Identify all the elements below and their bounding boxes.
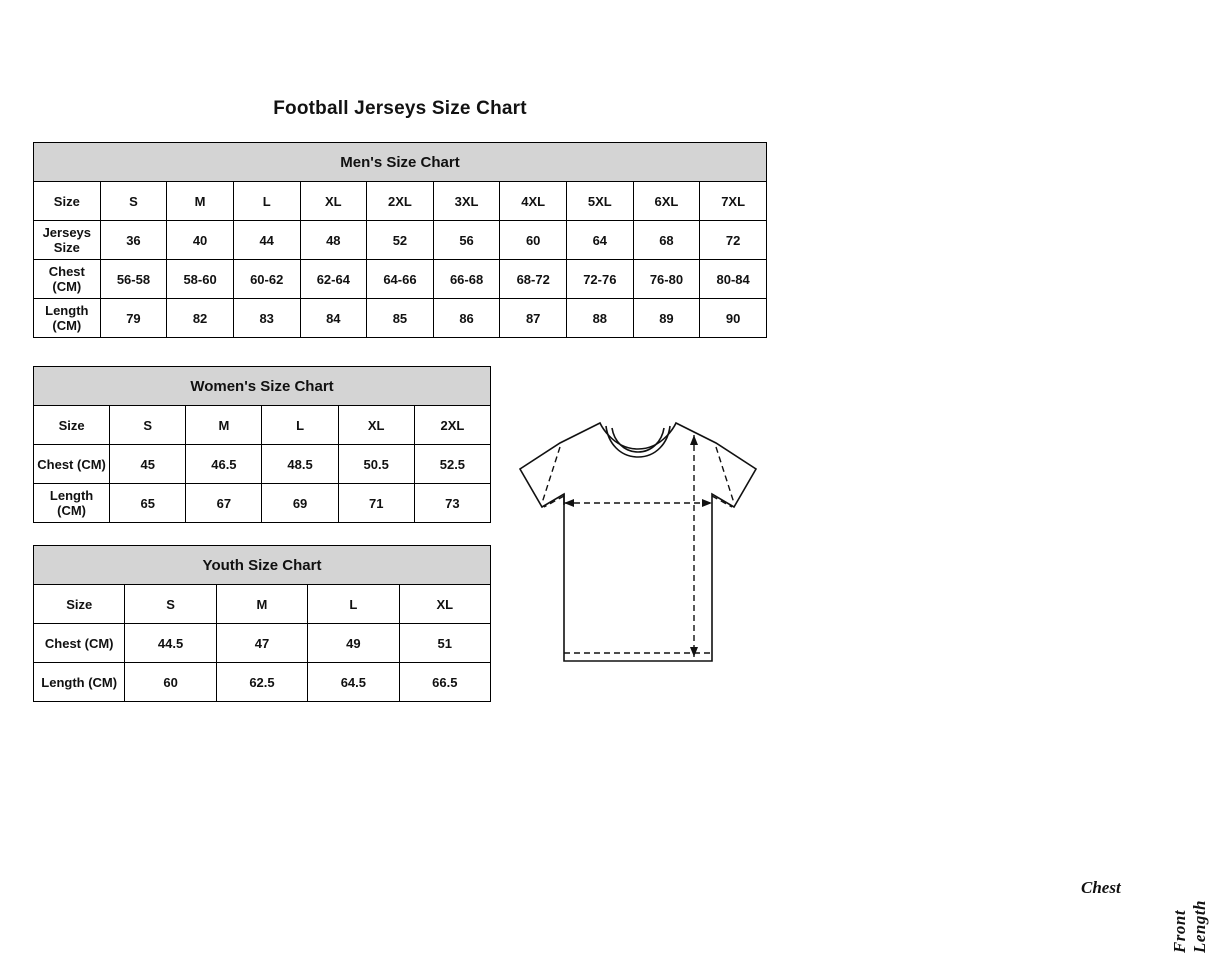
mens-cell-value: 58-60 bbox=[167, 260, 234, 299]
womens-cell-value: 46.5 bbox=[186, 445, 262, 484]
mens-column-header: 7XL bbox=[700, 182, 767, 221]
youth-column-header: L bbox=[308, 585, 399, 624]
mens-cell-value: 64 bbox=[567, 221, 634, 260]
youth-cell-value: 66.5 bbox=[399, 663, 490, 702]
mens-table-body bbox=[34, 143, 767, 338]
mens-column-header: S bbox=[100, 182, 167, 221]
youth-cell-value: 64.5 bbox=[308, 663, 399, 702]
youth-cell-value: 44.5 bbox=[125, 624, 216, 663]
mens-column-header: M bbox=[167, 182, 234, 221]
youth-cell-value: 47 bbox=[216, 624, 307, 663]
mens-cell-value: 68 bbox=[633, 221, 700, 260]
womens-header-size-label: Size bbox=[34, 406, 110, 445]
table-row bbox=[34, 484, 491, 523]
mens-cell-value: 56-58 bbox=[100, 260, 167, 299]
mens-column-header: 3XL bbox=[433, 182, 500, 221]
page-title: Football Jerseys Size Chart bbox=[273, 98, 527, 119]
mens-cell-value: 62-64 bbox=[300, 260, 367, 299]
mens-cell-value: 79 bbox=[100, 299, 167, 338]
youth-row-label: Chest (CM) bbox=[34, 624, 125, 663]
tshirt-outline-icon bbox=[498, 395, 788, 695]
mens-cell-value: 88 bbox=[567, 299, 634, 338]
womens-cell-value: 45 bbox=[110, 445, 186, 484]
jersey-diagram bbox=[498, 395, 1209, 953]
womens-row-label: Length (CM) bbox=[34, 484, 110, 523]
womens-table-caption: Women's Size Chart bbox=[34, 367, 491, 406]
youth-header-size-label: Size bbox=[34, 585, 125, 624]
womens-cell-value: 52.5 bbox=[414, 445, 490, 484]
mens-cell-value: 72-76 bbox=[567, 260, 634, 299]
womens-cell-value: 50.5 bbox=[338, 445, 414, 484]
mens-cell-value: 68-72 bbox=[500, 260, 567, 299]
table-row bbox=[34, 221, 767, 260]
youth-header-row bbox=[34, 585, 491, 624]
mens-header-row bbox=[34, 182, 767, 221]
mens-column-header: XL bbox=[300, 182, 367, 221]
youth-table-body bbox=[34, 546, 491, 702]
mens-cell-value: 86 bbox=[433, 299, 500, 338]
mens-cell-value: 56 bbox=[433, 221, 500, 260]
mens-cell-value: 87 bbox=[500, 299, 567, 338]
mens-header-size-label: Size bbox=[34, 182, 101, 221]
mens-cell-value: 40 bbox=[167, 221, 234, 260]
mens-table-caption: Men's Size Chart bbox=[34, 143, 767, 182]
mens-row-label: Jerseys Size bbox=[34, 221, 101, 260]
womens-table-body bbox=[34, 367, 491, 523]
womens-cell-value: 71 bbox=[338, 484, 414, 523]
mens-cell-value: 76-80 bbox=[633, 260, 700, 299]
youth-cell-value: 60 bbox=[125, 663, 216, 702]
womens-cell-value: 73 bbox=[414, 484, 490, 523]
womens-row-label: Chest (CM) bbox=[34, 445, 110, 484]
womens-column-header: M bbox=[186, 406, 262, 445]
mens-cell-value: 66-68 bbox=[433, 260, 500, 299]
front-length-measure-label: Front Length bbox=[1170, 900, 1209, 953]
youth-caption-row bbox=[34, 546, 491, 585]
mens-cell-value: 83 bbox=[233, 299, 300, 338]
mens-cell-value: 72 bbox=[700, 221, 767, 260]
womens-column-header: XL bbox=[338, 406, 414, 445]
table-row bbox=[34, 260, 767, 299]
chest-measure-label: Chest bbox=[1081, 878, 1121, 897]
womens-column-header: S bbox=[110, 406, 186, 445]
mens-cell-value: 52 bbox=[367, 221, 434, 260]
womens-caption-row bbox=[34, 367, 491, 406]
table-row bbox=[34, 663, 491, 702]
womens-cell-value: 65 bbox=[110, 484, 186, 523]
table-row bbox=[34, 624, 491, 663]
mens-cell-value: 44 bbox=[233, 221, 300, 260]
table-row bbox=[34, 299, 767, 338]
mens-column-header: L bbox=[233, 182, 300, 221]
mens-cell-value: 64-66 bbox=[367, 260, 434, 299]
mens-cell-value: 60 bbox=[500, 221, 567, 260]
womens-cell-value: 67 bbox=[186, 484, 262, 523]
mens-caption-row bbox=[34, 143, 767, 182]
womens-header-row bbox=[34, 406, 491, 445]
mens-cell-value: 89 bbox=[633, 299, 700, 338]
womens-cell-value: 69 bbox=[262, 484, 338, 523]
womens-cell-value: 48.5 bbox=[262, 445, 338, 484]
mens-row-label: Chest (CM) bbox=[34, 260, 101, 299]
mens-column-header: 2XL bbox=[367, 182, 434, 221]
youth-column-header: M bbox=[216, 585, 307, 624]
mens-cell-value: 60-62 bbox=[233, 260, 300, 299]
mens-cell-value: 82 bbox=[167, 299, 234, 338]
mens-cell-value: 80-84 bbox=[700, 260, 767, 299]
youth-cell-value: 51 bbox=[399, 624, 490, 663]
mens-column-header: 5XL bbox=[567, 182, 634, 221]
womens-size-chart-table bbox=[33, 366, 491, 523]
mens-cell-value: 48 bbox=[300, 221, 367, 260]
mens-cell-value: 85 bbox=[367, 299, 434, 338]
mens-cell-value: 36 bbox=[100, 221, 167, 260]
mens-column-header: 6XL bbox=[633, 182, 700, 221]
mens-row-label: Length (CM) bbox=[34, 299, 101, 338]
mens-cell-value: 90 bbox=[700, 299, 767, 338]
youth-column-header: S bbox=[125, 585, 216, 624]
youth-cell-value: 62.5 bbox=[216, 663, 307, 702]
womens-column-header: 2XL bbox=[414, 406, 490, 445]
mens-column-header: 4XL bbox=[500, 182, 567, 221]
youth-row-label: Length (CM) bbox=[34, 663, 125, 702]
youth-column-header: XL bbox=[399, 585, 490, 624]
mens-size-chart-table bbox=[33, 142, 767, 338]
womens-column-header: L bbox=[262, 406, 338, 445]
youth-table-caption: Youth Size Chart bbox=[34, 546, 491, 585]
mens-cell-value: 84 bbox=[300, 299, 367, 338]
youth-cell-value: 49 bbox=[308, 624, 399, 663]
youth-size-chart-table bbox=[33, 545, 491, 702]
table-row bbox=[34, 445, 491, 484]
